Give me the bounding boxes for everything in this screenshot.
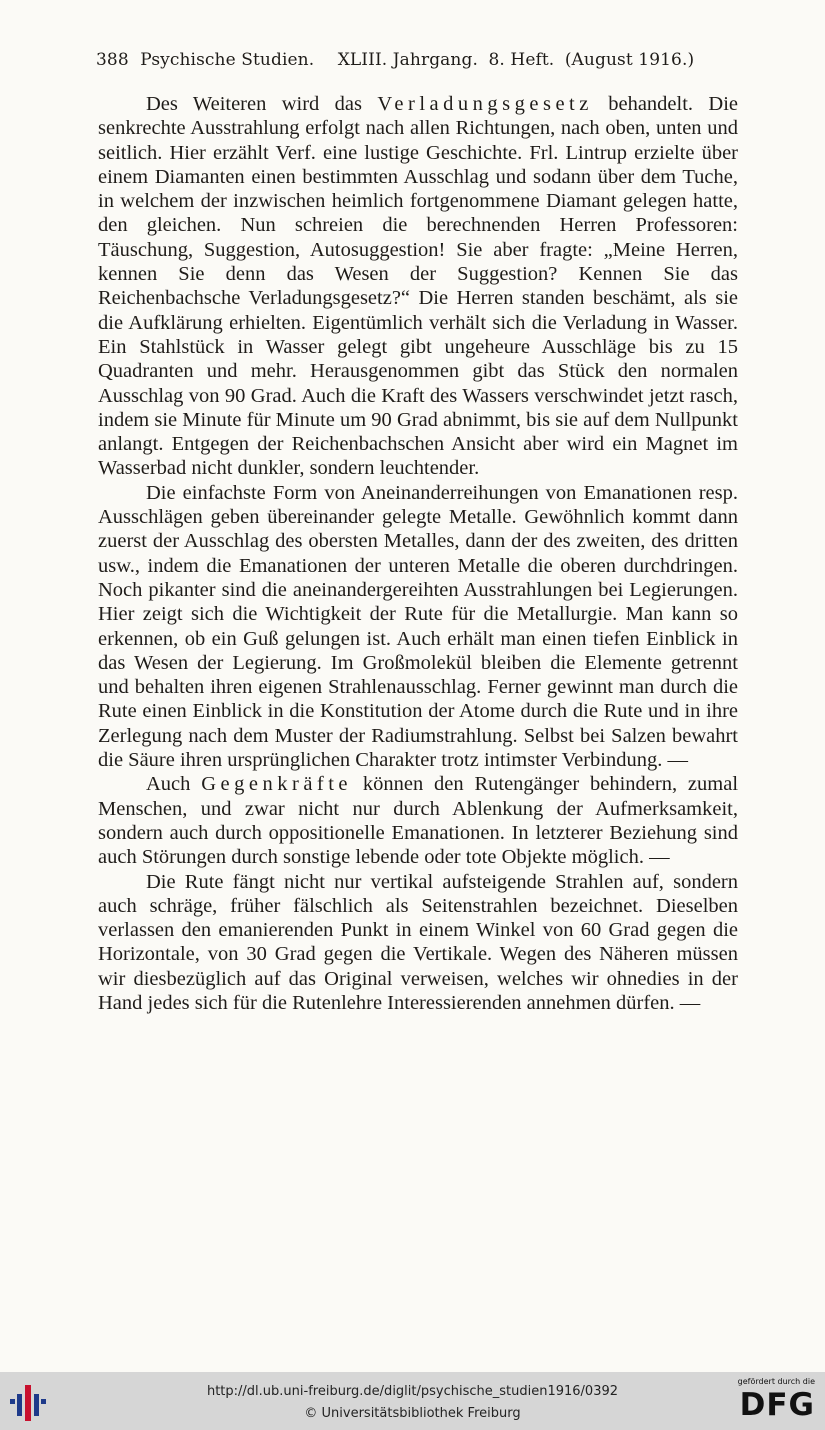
- paragraph-2: Die einfachste Form von Aneinanderreihungen von Emanationen resp. Ausschlägen geben übereinander gelegte Metalle. Gewöhnlich kommt dann zuerst der Ausschlag des obersten Metalles, dann der des zweiten, des dritten usw., indem die Emanationen der unteren Metalle die oberen durchdringen. Noch pikanter sind die aneinandergereihten Ausstrahlungen bei Legierungen. Hier zeigt sich die Wichtigkeit der Rute für die Metallurgie. Man kann so erkennen, ob ein Guß gelungen ist. Auch erhält man einen tiefen Einblick in das Wesen der Legierung. Im Großmolekül bleiben die Elemente getrennt und behalten ihren eigenen Strahlenausschlag. Ferner gewinnt man durch die Rute einen Einblick in die Konstitution der Atome durch die Rute und in ihre Zerlegung nach dem Muster der Radiumstrahlung. Selbst bei Salzen bewahrt die Säure ihren ursprünglichen Charakter trotz intimster Verbindung. —: [98, 481, 738, 772]
- page-number: 388: [96, 50, 129, 70]
- issue-date: (August 1916.): [564, 50, 695, 70]
- paragraph-3-start: Auch: [146, 773, 202, 796]
- issue-label: 8. Heft.: [488, 50, 555, 70]
- journal-title: Psychische Studien.: [140, 50, 315, 70]
- spaced-term-verladungsgesetz: Verladungsgesetz: [377, 93, 593, 115]
- copyright-notice: © Universitätsbibliothek Freiburg: [304, 1406, 521, 1421]
- spaced-term-gegenkraefte: Gegenkräfte: [201, 773, 353, 796]
- viewer-footer: [0, 1372, 825, 1430]
- paragraph-3: [98, 772, 738, 869]
- paragraph-1: [98, 92, 738, 481]
- article-body: [98, 92, 738, 1015]
- paragraph-3-rest: können den Rutengänger behindern, zumal Menschen, und zwar nicht nur durch Ablenkung der Aufmerksamkeit, sondern auch durch oppositionelle Emanationen. In letzterer Beziehung sind auch Störungen durch sonstige lebende oder tote Objekte möglich. —: [98, 773, 739, 869]
- permalink-url[interactable]: http://dl.ub.uni-freiburg.de/diglit/psychische_studien1916/0392: [206, 1384, 619, 1399]
- paragraph-1-start: Des Weiteren wird das: [146, 93, 378, 115]
- paragraph-1-rest: behandelt. Die senkrechte Ausstrahlung erfolgt nach allen Richtungen, nach oben, unten und seitlich. Hier erzählt Verf. eine lustige Geschichte. Frl. Lintrup erzielte über einem Diamanten einen bestimmten Ausschlag und sodann über dem Tuche, in welchem der inzwischen heimlich fortgenommene Diamant gelegen hatte, den gleichen. Nun schreien die berechnenden Herren Professoren: Täuschung, Suggestion, Autosuggestion! Sie aber fragte: „Meine Herren, kennen Sie denn das Wesen der Suggestion? Kennen Sie das Reichenbachsche Verladungsgesetz?“ Die Herren standen beschämt, als sie die Aufklärung erhielten. Eigentümlich verhält sich die Verladung in Wasser. Ein Stahlstück in Wasser gelegt gibt ungeheure Ausschläge bis zu 15 Quadranten und mehr. Herausgenommen gibt das Stück den normalen Ausschlag von 90 Grad. Auch die Kraft des Wassers verschwindet jetzt rasch, indem sie Minute für Minute um 90 Grad abnimmt, bis sie auf dem Nullpunkt anlangt. Entgegen der Reichenbachschen Ansicht aber wird ein Magnet im Wasserbad nicht dunkler, sondern leuchtender.: [98, 93, 739, 480]
- funding-note: gefördert durch die: [737, 1377, 815, 1386]
- volume-label: XLIII. Jahrgang.: [337, 50, 478, 70]
- paragraph-4: Die Rute fängt nicht nur vertikal aufsteigende Strahlen auf, sondern auch schräge, früher fälschlich als Seitenstrahlen bezeichnet. Dieselben verlassen den emanierenden Punkt in einem Winkel von 60 Grad gegen die Horizontale, von 30 Grad gegen die Vertikale. Wegen des Näheren müssen wir diesbezüglich auf das Original verweisen, welches wir ohnedies in der Hand jedes sich für die Rutenlehre Interessierenden annehmen dürfen. —: [98, 870, 738, 1014]
- dfg-logo[interactable]: DFG: [739, 1387, 815, 1423]
- running-header: [96, 50, 736, 70]
